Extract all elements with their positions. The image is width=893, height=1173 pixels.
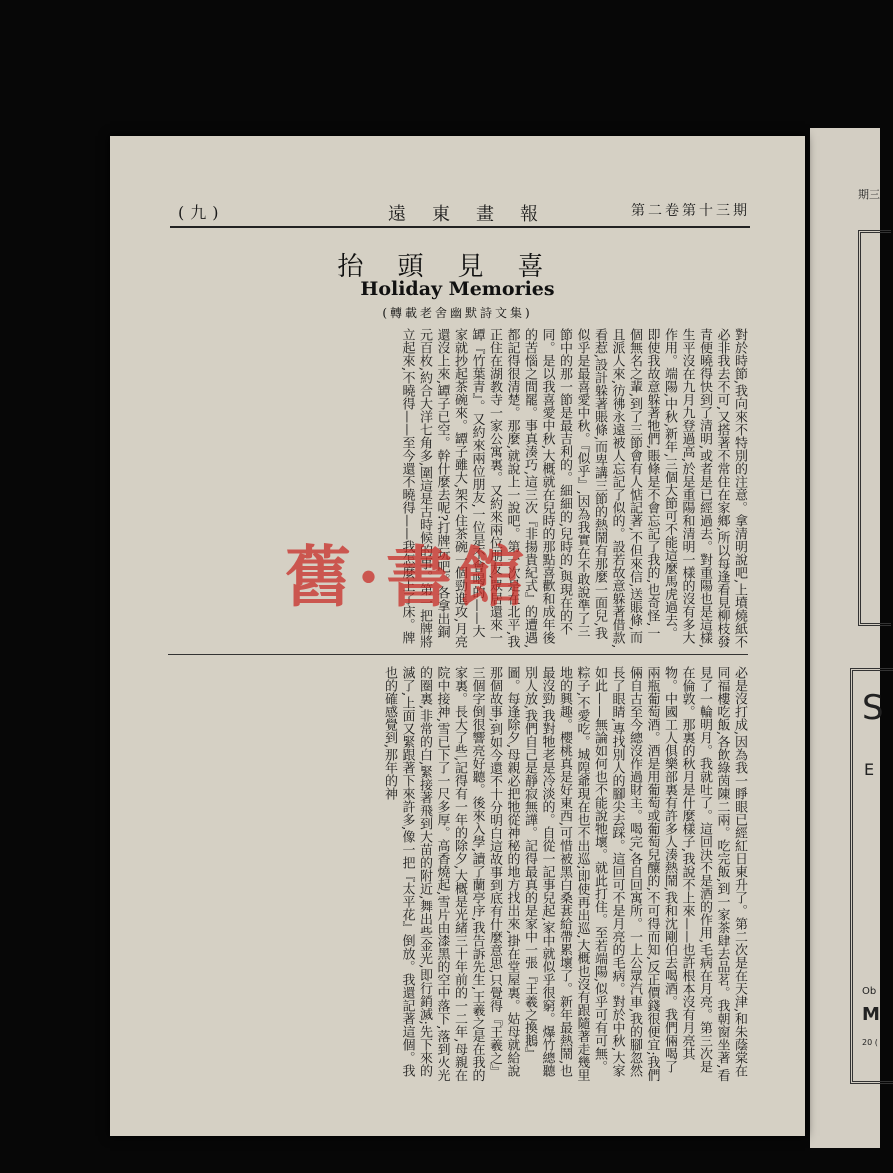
adjacent-page-letter-m: M (862, 1004, 880, 1025)
section-divider (168, 654, 748, 655)
adjacent-page-letter-s: S (862, 688, 884, 728)
page-number: (九) (178, 203, 225, 222)
article-title-english: Holiday Memories (360, 278, 555, 300)
article-subtitle: (轉載老舍幽默詩文集) (382, 306, 533, 320)
page-header (170, 196, 750, 228)
issue-label: 第二卷第十三期 (631, 203, 750, 219)
adjacent-page (810, 128, 884, 1148)
article-text-upper: 對於時節,我向來不特別的注意。拿清明說吧,上墳燒紙不必非我去不可,又搭著不常住在家鄉,所以每逢看見柳枝發青便曉得快到了清明,或者是已經過去。對重陽也是這樣,生平沒在九月九登過高,於是重陽和清明一樣的沒有多大作用。端陽,中秋,新年,三個大節可不能這麼馬虎過去。即使我故意躲著牠們,賬條是不會忘記了我的,也奇怪,一個無名之輩,到了三節會有人惦記著,不但來信,送賬條,而且派人來,彷彿永遠被人忘記了似的。設若故意躲著借款,看惹,設計躲著賬條,而卑講三節的熱鬧有那麼一面兒,我似乎是最喜愛中秋。『似乎』,因為我實在不敢說準了三節中的那一節是最吉利的。細細的,兒時的,與現在的不同。是以我喜愛中秋,大概就在兒時的那點喜歡和成年後的苦惱之間罷。事真湊巧,這三次『非揚貴紀式』的遭遇,都記得很清楚。那麼,就說上一說吧。第一次是在北平,我正住在湖教寺一家公寓裏。又約來兩位朋友,眾居還來一罈『竹葉青』。又約來兩位朋友,一位是不會喝的——大家就抄起茶碗來。罈子雖大,架不住茶碗一個勁進攻,月亮還沒上來,罈子已空。幹什麼去呢?打牌玩吧。各拿出銅元百枚,約合大洋七角多,圍這是古時候的事。第一把牌將立起來,不曉得——至今還不曉得——我怎麼上了床。牌 (399, 328, 747, 649)
adjacent-page-small: 20 ( (862, 1038, 878, 1047)
adjacent-page-frame-top (858, 230, 891, 626)
red-watermark-stamp: 舊·書館 (285, 538, 530, 616)
article-text-lower: 必是沒打成,因為我一睜眼已經紅日東升了。第二次是在天津,和朱蔭棠在同福樓吃飯,各飲綠茵陳二兩。吃完飯,到一家茶肆去品茗。我朝窗坐著,看見了一輪明月。我就吐了。這回決不是酒的作用,毛病在月亮。第三次是在倫敦。那裏的秋月是什麼樣子,我說不上來——也許根本沒有月亮其物。中國工人俱樂部裏有許多人湊熱鬧,我和沈剛伯去喝酒。我們倆喝了兩瓶葡萄酒。酒是用葡萄或葡萄兒釀的,不可得而知,反正價錢很便宜;我們倆自古至今總沒作過財主。喝完,各自回寓所。一上公眾汽車,我的腳忽然長了眼睛,專找別人的腳尖去踩。這回可不是月亮的毛病。對於中秋,大家如此——無論如何也不能說牠壞。就此打住。至若端陽,似乎可有可無。粽子,不愛吃。城隍爺現在也不出巡;即使再出巡,大概也沒有跟隨著走幾里地的興趣。櫻桃真是好東西,可惜被黑白桑葚給帶累壞了。新年最熱鬧,也最沒勁,我對牠老是冷淡的。自從一記事兒起,家中就似乎很窮。爆竹總聽別人放,我們自己是靜寂無譁。記得最真的是家中一張『王羲之換鵝』圖。每逢除夕,母親必把牠從神秘的地方找出來,掛在堂屋裏。姑母就給說那個故事;到如今還不十分明白這故事到底有什麼意思,只覺得『王羲之』三個字倒很響亮好聽。後來入學,讀了蘭亭序,我告訴先生,王羲之是在我的家裏。長大了些,記得有一年的除夕,大概是光緒三十年前的一二年,母親在院中接神,雪已下了一尺多厚。高香燒起,雪片由漆黑的空中落下,落到火光的圈裏,非常的白,緊接著飛到大苗的附近,舞出些金光,即行銷滅;先下來的滅了,上面又緊跟著下來許多,像一把『太平花』倒放。我還記著這個。我也的確感覺到,那年的神 (382, 666, 747, 1082)
magazine-name: 遠東畫報 (388, 204, 564, 225)
article-title-chinese: 抬頭見喜 (337, 252, 578, 282)
adjacent-page-ob: Ob (862, 986, 877, 997)
magazine-page (110, 136, 805, 1136)
adjacent-page-letter-e: E (864, 760, 875, 779)
adjacent-page-corner: 期三 (858, 188, 880, 201)
